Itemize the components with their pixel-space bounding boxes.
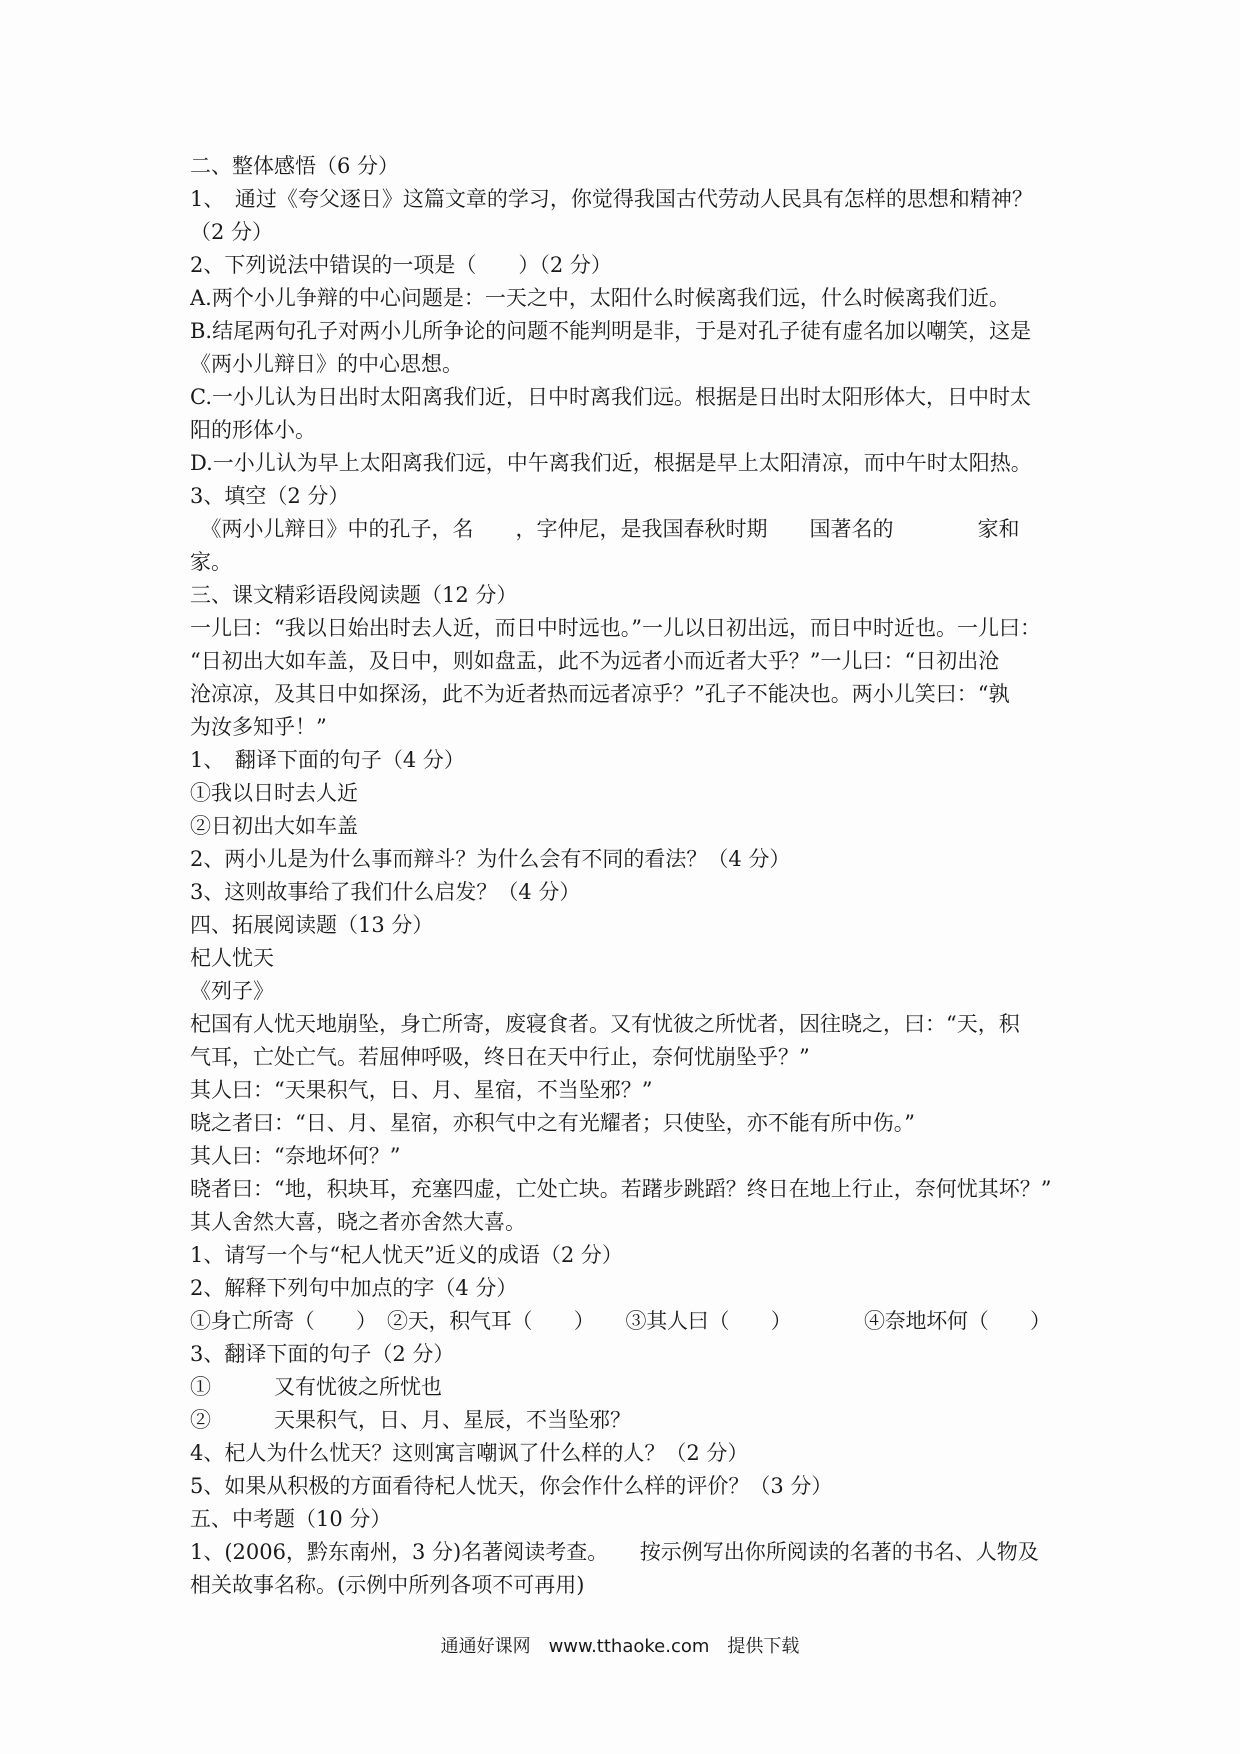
document-line: 1、(2006，黔东南州，3 分)名著阅读考查。 按示例写出你所阅读的名著的书名、人物及: [190, 1540, 1039, 1564]
document-line: 为汝多知乎！”: [190, 715, 327, 739]
document-line: 其人舍然大喜，晓之者亦舍然大喜。: [190, 1210, 526, 1234]
document-line: 晓者曰：“地，积块耳，充塞四虚，亡处亡块。若躇步跳蹈？终日在地上行止，奈何忧其坏？”: [190, 1177, 1052, 1201]
document-line: 其人曰：“奈地坏何？”: [190, 1144, 401, 1168]
document-line: ① 又有忧彼之所忧也: [190, 1375, 442, 1399]
document-line: 五、中考题（10 分）: [190, 1507, 392, 1531]
document-line: ② 天果积气，日、月、星辰，不当坠邪？: [190, 1408, 631, 1432]
document-line: 杞人忧天: [190, 946, 274, 970]
document-line: 阳的形体小。: [190, 418, 316, 442]
document-line: 2、下列说法中错误的一项是（ ）（2 分）: [190, 253, 612, 277]
document-line: 气耳，亡处亡气。若屈伸呼吸，终日在天中行止，奈何忧崩坠乎？”: [190, 1045, 810, 1069]
document-line: 《列子》: [190, 979, 274, 1003]
document-line: 1、请写一个与“杞人忧天”近义的成语（2 分）: [190, 1243, 623, 1267]
document-line: ①我以日时去人近: [190, 781, 358, 805]
document-line: 2、两小儿是为什么事而辩斗？为什么会有不同的看法？（4 分）: [190, 847, 791, 871]
document-line: 杞国有人忧天地崩坠，身亡所寄，废寝食者。又有忧彼之所忧者，因往晓之，曰：“天，积: [190, 1012, 1020, 1036]
document-line: 3、翻译下面的句子（2 分）: [190, 1342, 455, 1366]
document-line: 1、 翻译下面的句子（4 分）: [190, 748, 465, 772]
document-body: [190, 150, 1060, 1602]
document-line: 3、填空（2 分）: [190, 484, 350, 508]
document-line: 沧凉凉，及其日中如探汤，此不为近者热而远者凉乎？”孔子不能决也。两小儿笑曰：“孰: [190, 682, 1010, 706]
document-line: 一儿曰：“我以日始出时去人近，而日中时远也。”一儿以日初出远，而日中时近也。一儿曰：: [190, 616, 1041, 640]
page-footer: 通通好课网 www.tthaoke.com 提供下载: [440, 1636, 800, 1657]
document-line: 1、 通过《夸父逐日》这篇文章的学习，你觉得我国古代劳动人民具有怎样的思想和精神？: [190, 187, 1033, 211]
document-line: 四、拓展阅读题（13 分）: [190, 913, 434, 937]
document-line: D.一小儿认为早上太阳离我们远，中午离我们近，根据是早上太阳清凉，而中午时太阳热。: [190, 451, 1032, 475]
document-line: 其人曰：“天果积气，日、月、星宿，不当坠邪？”: [190, 1078, 653, 1102]
document-line: B.结尾两句孔子对两小儿所争论的问题不能判明是非，于是对孔子徒有虚名加以嘲笑，这是: [190, 319, 1032, 343]
document-line: 5、如果从积极的方面看待杞人忧天，你会作什么样的评价？（3 分）: [190, 1474, 833, 1498]
document-line: （2 分）: [190, 220, 274, 244]
document-line: 《两小儿辩日》中的孔子，名 ，字仲尼，是我国春秋时期 国著名的 家和: [190, 517, 1020, 541]
document-line: 晓之者曰：“日、月、星宿，亦积气中之有光耀者；只使坠，亦不能有所中伤。”: [190, 1111, 915, 1135]
document-line: 《两小儿辩日》的中心思想。: [190, 352, 463, 376]
document-line: 三、课文精彩语段阅读题（12 分）: [190, 583, 518, 607]
document-line: 家。: [190, 550, 232, 574]
document-line: “日初出大如车盖，及日中，则如盘盂，此不为远者小而近者大乎？”一儿曰：“日初出沧: [190, 649, 1000, 673]
document-line: 相关故事名称。(示例中所列各项不可再用): [190, 1573, 585, 1597]
document-line: 3、这则故事给了我们什么启发？（4 分）: [190, 880, 581, 904]
document-line: C.一小儿认为日出时太阳离我们近，日中时离我们远。根据是日出时太阳形体大，日中时太: [190, 385, 1031, 409]
document-line: ①身亡所寄（ ） ②天，积气耳（ ） ③其人曰（ ） ④奈地坏何（ ）: [190, 1309, 1051, 1333]
document-line: 2、解释下列句中加点的字（4 分）: [190, 1276, 518, 1300]
document-line: 4、杞人为什么忧天？这则寓言嘲讽了什么样的人？（2 分）: [190, 1441, 749, 1465]
document-line: A.两个小儿争辩的中心问题是：一天之中，太阳什么时候离我们远，什么时候离我们近。: [190, 286, 1010, 310]
document-line: ②日初出大如车盖: [190, 814, 358, 838]
document-line: 二、整体感悟（6 分）: [190, 154, 400, 178]
